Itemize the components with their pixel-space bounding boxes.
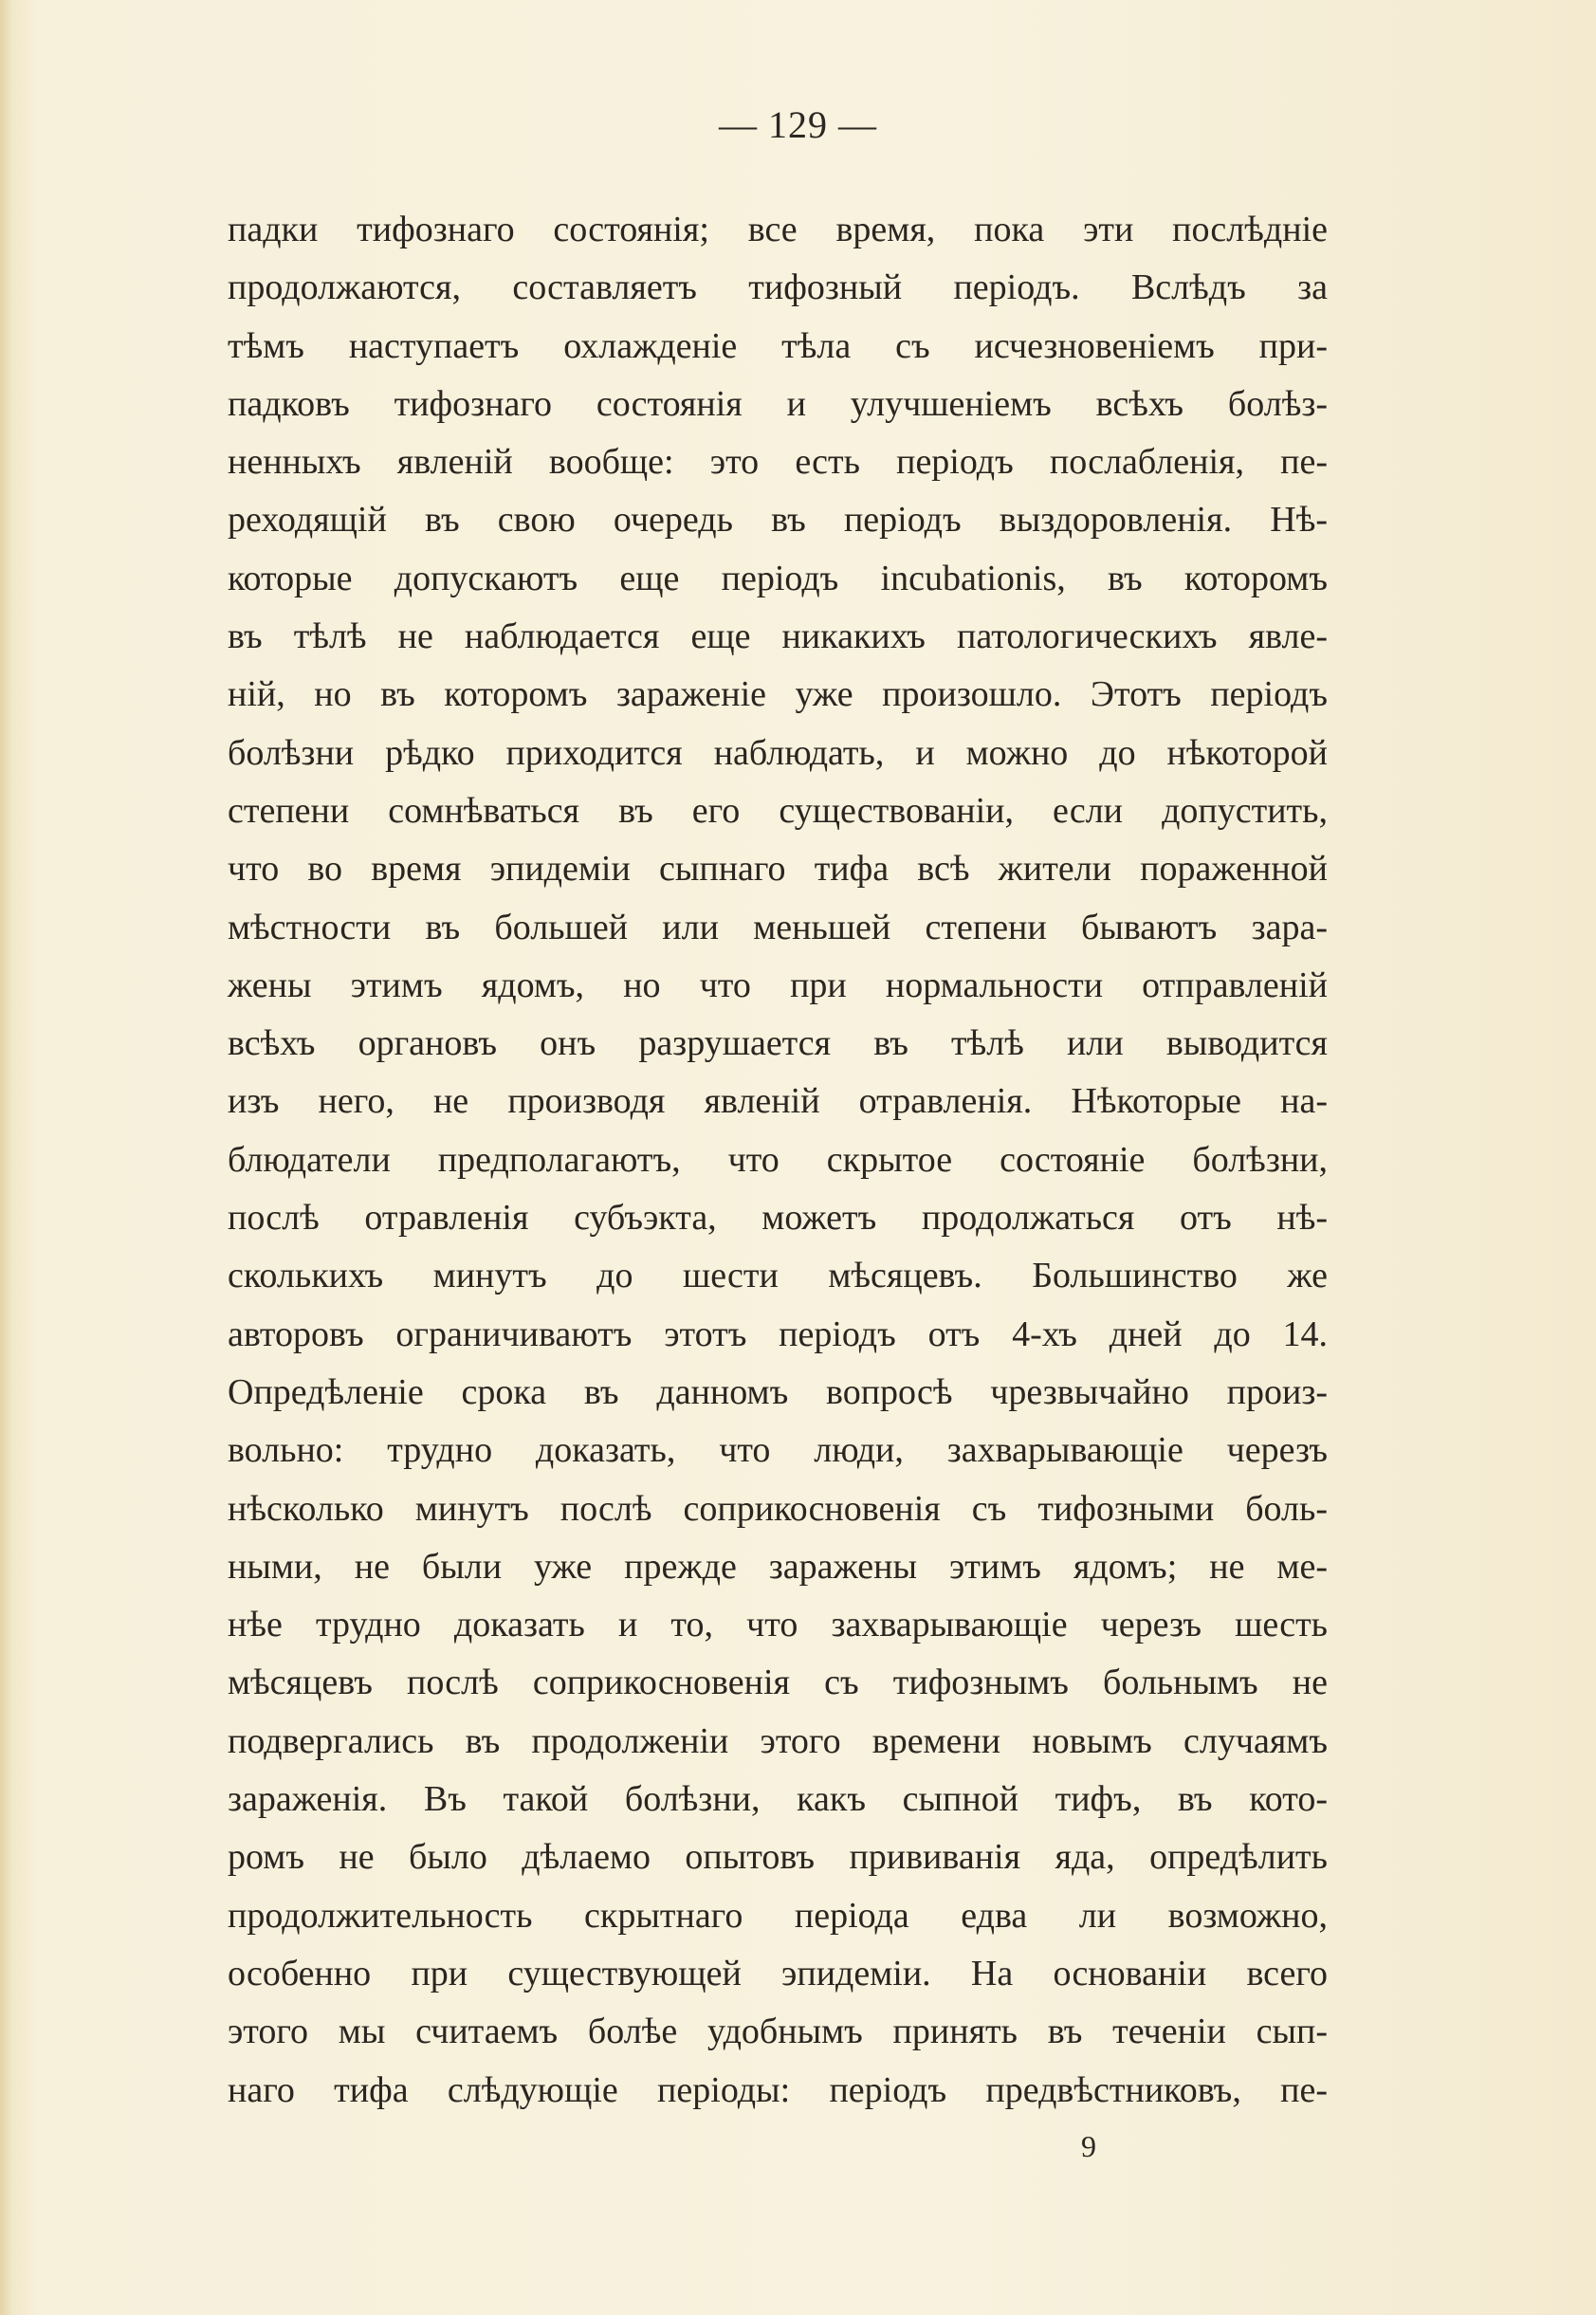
text-line: которые допускаютъ еще періодъ incubationis, въ которомъ (228, 558, 1328, 598)
text-line: что во время эпидеміи сыпнаго тифа всѣ жители пораженной (228, 849, 1328, 890)
text-line: падки тифознаго состоянія; все время, пока эти послѣдніе (228, 210, 1328, 249)
text-line: падковъ тифознаго состоянія и улучшеніемъ всѣхъ болѣз- (228, 383, 1328, 424)
text-line: мѣсяцевъ послѣ соприкосновенія съ тифознымъ больнымъ не (228, 1663, 1328, 1703)
text-line: болѣзни рѣдко приходится наблюдать, и можно до нѣкоторой (228, 732, 1328, 773)
page-spine-edge (0, 0, 13, 2315)
text-line: Опредѣленіе срока въ данномъ вопросѣ чрезвычайно произ- (228, 1371, 1328, 1412)
text-line: жены этимъ ядомъ, но что при нормальности отправленій (228, 965, 1328, 1005)
text-line: степени сомнѣваться въ его существованіи, если допустить, (228, 790, 1328, 831)
signature-mark: 9 (1081, 2129, 1096, 2163)
text-line: продолжаются, составляетъ тифозный періодъ. Вслѣдъ за (228, 267, 1328, 308)
text-line: ній, но въ которомъ зараженіе уже произошло. Этотъ періодъ (228, 674, 1328, 715)
text-line: наго тифа слѣдующіе періоды: періодъ предвѣстниковъ, пе- (228, 2069, 1328, 2110)
text-line: продолжительность скрытнаго періода едва ли возможно, (228, 1895, 1328, 1936)
text-line: реходящій въ свою очередь въ періодъ выздоровленія. Нѣ- (228, 500, 1328, 541)
text-line: сколькихъ минутъ до шести мѣсяцевъ. Большинство же (228, 1256, 1328, 1296)
text-line: особенно при существующей эпидеміи. На основаніи всего (228, 1953, 1328, 1993)
page-number-header: — 129 — (719, 103, 877, 146)
text-line: въ тѣлѣ не наблюдается еще никакихъ патологическихъ явле- (228, 616, 1328, 657)
text-line: нѣе трудно доказать и то, что захварывающіе черезъ шесть (228, 1605, 1328, 1645)
text-line: изъ него, не производя явленій отравленія. Нѣкоторые на- (228, 1081, 1328, 1122)
text-line: вольно: трудно доказать, что люди, захварывающіе черезъ (228, 1430, 1328, 1471)
text-line: ромъ не было дѣлаемо опытовъ прививанія яда, опредѣлить (228, 1837, 1328, 1878)
text-line: зараженія. Въ такой болѣзни, какъ сыпной тифъ, въ кото- (228, 1779, 1328, 1820)
body-text (228, 201, 1328, 2120)
text-line: послѣ отравленія субъэкта, можетъ продолжаться отъ нѣ- (228, 1198, 1328, 1239)
text-line: ными, не были уже прежде заражены этимъ ядомъ; не ме- (228, 1546, 1328, 1587)
text-line: авторовъ ограничиваютъ этотъ періодъ отъ 4-хъ дней до 14. (228, 1314, 1328, 1354)
text-line: тѣмъ наступаетъ охлажденіе тѣла съ исчезновеніемъ при- (228, 325, 1328, 366)
text-line: блюдатели предполагаютъ, что скрытое состояніе болѣзни, (228, 1139, 1328, 1180)
text-line: этого мы считаемъ болѣе удобнымъ принять въ теченіи сып- (228, 2012, 1328, 2052)
text-line: всѣхъ органовъ онъ разрушается въ тѣлѣ или выводится (228, 1023, 1328, 1064)
text-line: ненныхъ явленій вообще: это есть періодъ послабленія, пе- (228, 442, 1328, 483)
text-line: подвергались въ продолженіи этого времени новымъ случаямъ (228, 1720, 1328, 1761)
text-line: мѣстности въ большей или меньшей степени бываютъ зара- (228, 907, 1328, 947)
text-line: нѣсколько минутъ послѣ соприкосновенія съ тифозными боль- (228, 1488, 1328, 1529)
